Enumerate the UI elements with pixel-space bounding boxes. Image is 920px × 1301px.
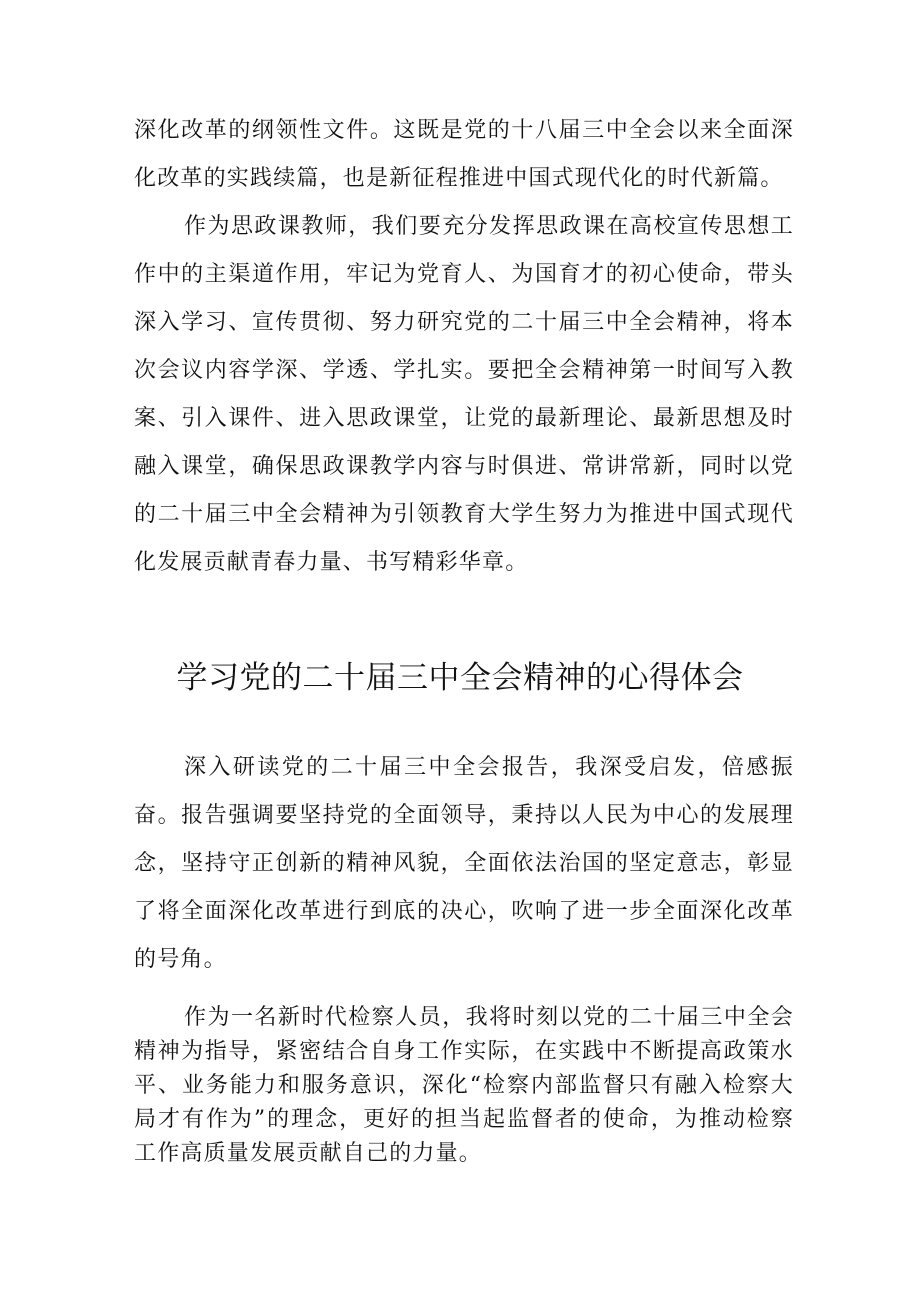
paragraph-teacher-role: 作为思政课教师，我们要充分发挥思政课在高校宣传思想工作中的主渠道作用，牢记为党育人、为国育才的初心使命，带头深入学习、宣传贯彻、努力研究党的二十届三中全会精神，将本次会议内容学深、学透、学扎实。要把全会精神第一时间写入教案、引入课件、进入思政课堂，让党的最新理论、最新思想及时融入课堂，确保思政课教学内容与时俱进、常讲常新，同时以党的二十届三中全会精神为引领教育大学生努力为推进中国式现代化发展贡献青春力量、书写精彩华章。	[134, 214, 794, 575]
section-title: 学习党的二十届三中全会精神的心得体会	[176, 660, 744, 696]
paragraph-report-study: 深入研读党的二十届三中全会报告，我深受启发，倍感振奋。报告强调要坚持党的全面领导，秉持以人民为中心的发展理念，坚持守正创新的精神风貌，全面依法治国的坚定意志，彰显了将全面深化改革进行到底的决心，吹响了进一步全面深化改革的号角。	[134, 755, 794, 972]
paragraph-procuratorate: 作为一名新时代检察人员，我将时刻以党的二十届三中全会精神为指导，紧密结合自身工作实际，在实践中不断提高政策水平、业务能力和服务意识，深化“检察内部监督只有融入检察大局才有作为”的理念，更好的担当起监督者的使命，为推动检察工作高质量发展贡献自己的力量。	[134, 1005, 794, 1166]
paragraph-continuation: 深化改革的纲领性文件。这既是党的十八届三中全会以来全面深化改革的实践续篇，也是新征程推进中国式现代化的时代新篇。	[134, 118, 794, 191]
